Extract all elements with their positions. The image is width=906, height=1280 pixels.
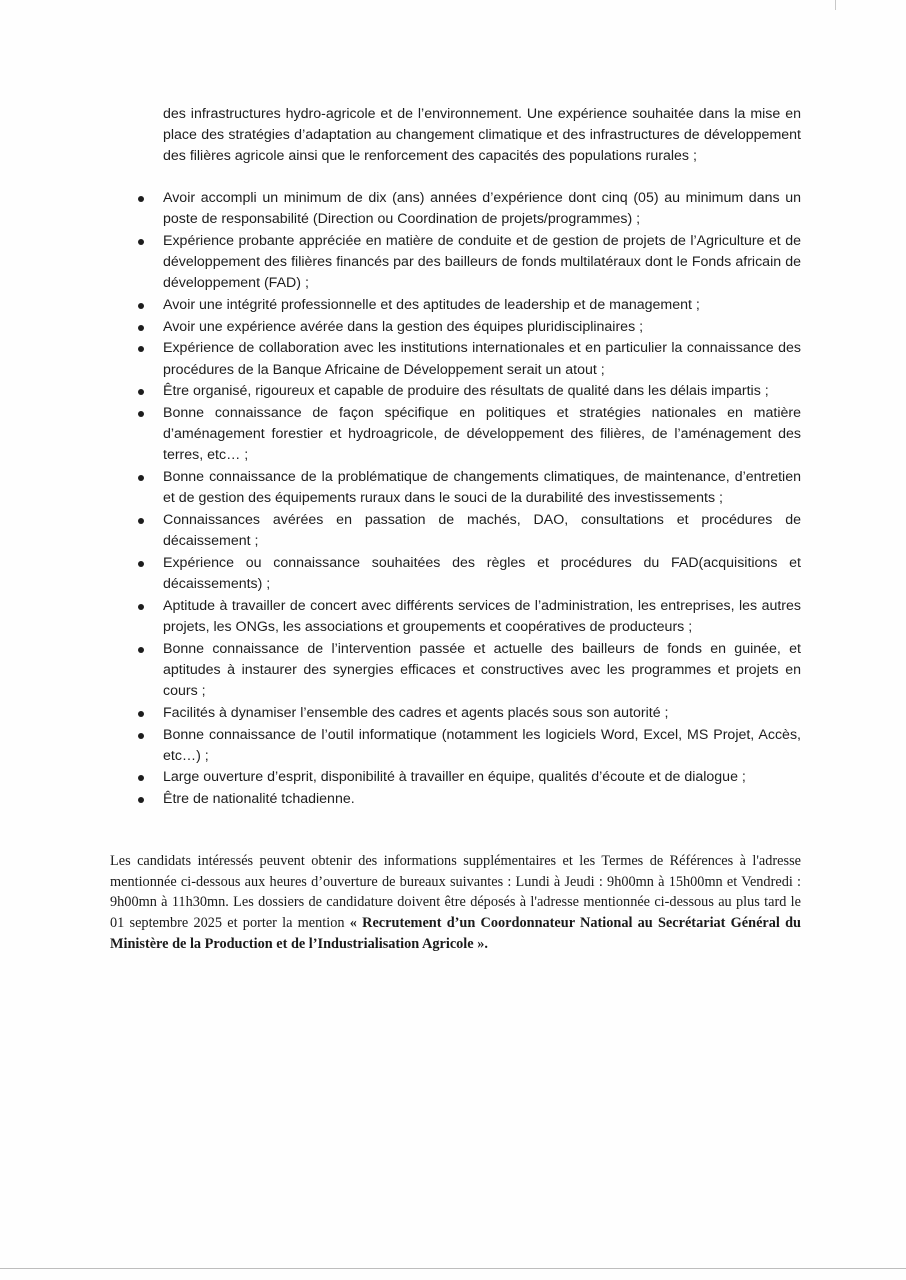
bullet-icon [138, 518, 144, 524]
list-item [136, 295, 801, 316]
list-item-text: Large ouverture d’esprit, disponibilité à travailler en équipe, qualités d’écoute et de dialogue ; [163, 769, 746, 786]
list-item [136, 381, 801, 402]
list-item-text: Connaissances avérées en passation de machés, DAO, consultations et procédures de décaissement ; [163, 512, 801, 550]
intro-paragraph: des infrastructures hydro-agricole et de l’environnement. Une expérience souhaitée dans la mise en place des stratégies d’adaptation au changement climatique et des infrastructures de développement des filières agricole ainsi que le renforcement des capacités des populations rurales ; [163, 106, 801, 165]
recruitment-mention: « Recrutement d’un Coordonnateur National au Secrétariat Général du Ministère de la Production et de l’Industrialisation Agricole ». [110, 915, 802, 952]
list-item [136, 338, 801, 380]
bullet-icon [138, 775, 144, 781]
list-item [136, 553, 801, 595]
list-item-text: Bonne connaissance de la problématique de changements climatiques, de maintenance, d’entretien et de gestion des équipements ruraux dans le souci de la durabilité des investissements ; [163, 469, 801, 507]
list-item [136, 317, 801, 338]
list-item [136, 231, 801, 295]
list-item-text: Bonne connaissance de l’intervention passée et actuelle des bailleurs de fonds en guinée, et aptitudes à instaurer des synergies efficaces et constructives avec les programmes et projets en cours ; [163, 640, 801, 700]
list-item-text: Être de nationalité tchadienne. [163, 791, 355, 808]
list-item [136, 767, 801, 788]
list-item [136, 639, 801, 703]
bullet-icon [138, 733, 144, 739]
list-item-text: Avoir une expérience avérée dans la gestion des équipes pluridisciplinaires ; [163, 318, 644, 335]
list-item-text: Aptitude à travailler de concert avec différents services de l’administration, les entreprises, les autres projets, les ONGs, les associations et groupements et coopératives de producteurs ; [163, 597, 801, 636]
list-item-text: Expérience ou connaissance souhaitées des règles et procédures du FAD(acquisitions et décaissements) ; [163, 554, 801, 593]
list-item-text: Expérience de collaboration avec les institutions internationales et en particulier la connaissance des procédures de la Banque Africaine de Développement serait un atout ; [163, 340, 801, 378]
list-item [136, 789, 801, 810]
list-item [136, 403, 801, 467]
list-item-text: Être organisé, rigoureux et capable de produire des résultats de qualité dans les délais impartis ; [163, 383, 769, 400]
bullet-icon [138, 239, 144, 245]
closing-text: Les candidats intéressés peuvent obtenir des informations supplémentaires et les Termes de Références à l'adresse mentionnée ci-dessous aux heures d’ouverture de bureaux suivantes : Lundi à Jeudi : 9h00mn à 15h00mn et Vendredi : 9h00mn à 11h30mn. Les dossiers de candidature doivent être déposés à l'adresse mentionnée ci-dessous au plus tard le 01 septembre 2025 et porter la mention [110, 853, 801, 932]
bullet-icon [138, 389, 144, 395]
list-item-text: Facilités à dynamiser l’ensemble des cadres et agents placés sous son autorité ; [163, 704, 669, 721]
list-item [136, 725, 801, 767]
list-item-text: Expérience probante appréciée en matière de conduite et de gestion de projets de l’Agriculture et de développement des filières financés par des bailleurs de fonds multilatéraux dont le Fonds africain de développement (FAD) ; [163, 232, 801, 292]
bullet-icon [138, 346, 144, 352]
list-item-text: Avoir accompli un minimum de dix (ans) années d’expérience dont cinq (05) au minimum dans un poste de responsabilité (Direction ou Coordination de projets/programmes) ; [163, 190, 801, 228]
list-item [136, 188, 801, 230]
list-item-text: Avoir une intégrité professionnelle et des aptitudes de leadership et de management ; [163, 297, 700, 314]
bullet-icon [138, 711, 144, 717]
list-item [136, 703, 801, 724]
bullet-icon [138, 475, 144, 481]
scan-edge-mark [835, 0, 836, 10]
bullet-icon [138, 604, 144, 610]
list-item-text: Bonne connaissance de l’outil informatique (notamment les logiciels Word, Excel, MS Projet, Accès, etc…) ; [163, 726, 801, 764]
list-item [136, 596, 801, 638]
bullet-icon [138, 303, 144, 309]
bullet-icon [138, 196, 144, 202]
list-item [136, 467, 801, 509]
bullet-icon [138, 325, 144, 331]
bullet-icon [138, 561, 144, 567]
closing-paragraph [110, 851, 801, 955]
bullet-icon [138, 411, 144, 417]
requirements-list [136, 188, 801, 811]
scan-bottom-edge [0, 1268, 906, 1269]
bullet-icon [138, 797, 144, 803]
list-item-text: Bonne connaissance de façon spécifique en politiques et stratégies nationales en matière d’aménagement forestier et hydroagricole, de développement des filières, de l’aménagement des terres, etc… ; [163, 405, 801, 464]
bullet-icon [138, 647, 144, 653]
list-item [136, 510, 801, 552]
